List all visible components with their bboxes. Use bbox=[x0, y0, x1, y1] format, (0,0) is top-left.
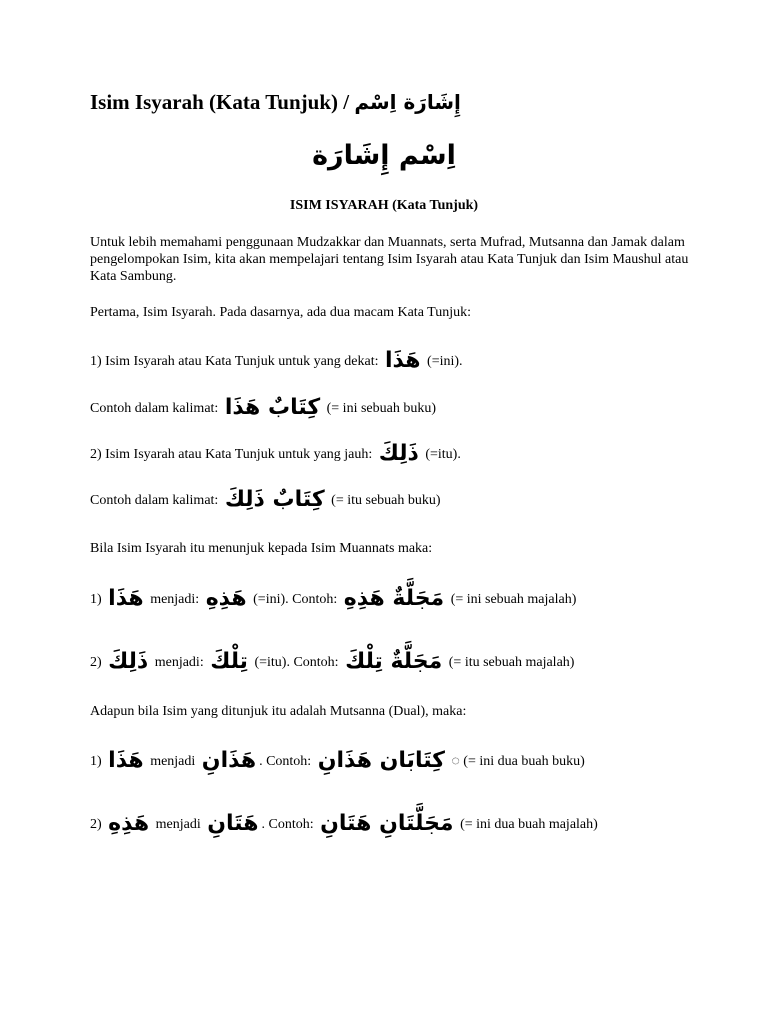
arabic-phrase: مَجَلَّةٌ تِلْكَ bbox=[345, 649, 443, 674]
line-meaning: (= ini dua buah majalah) bbox=[456, 817, 598, 832]
arabic-word: هَذَا bbox=[385, 348, 421, 373]
line-text: (=ini). Contoh: bbox=[249, 592, 341, 607]
line-text: menjadi bbox=[152, 817, 205, 832]
line-meaning: (= ini sebuah buku) bbox=[323, 401, 436, 416]
muannats-intro: Bila Isim Isyarah itu menunjuk kepada Isim Muannats maka: bbox=[90, 541, 433, 556]
arabic-word: هَذِهِ bbox=[205, 586, 247, 611]
section-heading: ISIM ISYARAH (Kata Tunjuk) bbox=[289, 198, 479, 213]
line-meaning: ◌ (= ini dua buah buku) bbox=[447, 754, 585, 769]
line-meaning: (=ini). bbox=[423, 354, 463, 369]
muannats-line-2 bbox=[90, 647, 574, 678]
arabic-word: هَذِهِ bbox=[108, 811, 150, 836]
arabic-word: هَذَا bbox=[108, 748, 144, 773]
arabic-word: ذَلِكَ bbox=[108, 649, 149, 674]
arabic-word: هَتَانِ bbox=[207, 811, 259, 836]
line-text: 2) Isim Isyarah atau Kata Tunjuk untuk yang jauh: bbox=[90, 447, 376, 462]
line-text: . Contoh: bbox=[261, 817, 318, 832]
line-number: 1) bbox=[90, 592, 102, 607]
line-meaning: (= itu sebuah majalah) bbox=[445, 655, 575, 670]
arabic-heading-text: اِسْم إِشَارَة bbox=[312, 140, 456, 171]
far-demonstrative-line bbox=[90, 439, 461, 470]
arabic-phrase: كِتَابٌ ذَلِكَ bbox=[224, 487, 325, 512]
title-latin: Isim Isyarah (Kata Tunjuk) / bbox=[90, 90, 355, 114]
mutsanna-intro: Adapun bila Isim yang ditunjuk itu adalah Mutsanna (Dual), maka: bbox=[90, 704, 467, 719]
arabic-phrase: كِتَابٌ هَذَا bbox=[224, 395, 321, 420]
arabic-word: هَذَا bbox=[108, 586, 144, 611]
page-title bbox=[90, 90, 461, 115]
far-example-line bbox=[90, 485, 441, 516]
line-text: . Contoh: bbox=[259, 754, 315, 769]
line-text: 1) Isim Isyarah atau Kata Tunjuk untuk yang dekat: bbox=[90, 354, 383, 369]
arabic-phrase: مَجَلَّتَانِ هَتَانِ bbox=[320, 811, 454, 836]
arabic-word: هَذَانِ bbox=[201, 748, 257, 773]
title-arabic: إِشَارَة اِسْم bbox=[354, 90, 461, 114]
intro-paragraph: Untuk lebih memahami penggunaan Mudzakkar dan Muannats, serta Mufrad, Mutsanna dan Jamak dalam pengelompokan Isim, kita akan mempelajari tentang Isim Isyarah atau Kata Tunjuk dan Isim Maushul atau Kata Sambung. bbox=[90, 235, 689, 284]
line-text: menjadi: bbox=[151, 655, 208, 670]
muannats-line-1 bbox=[90, 584, 576, 615]
line-text: Contoh dalam kalimat: bbox=[90, 493, 222, 508]
line-number: 1) bbox=[90, 754, 102, 769]
mutsanna-line-2 bbox=[90, 809, 598, 840]
line-text: (=itu). Contoh: bbox=[250, 655, 343, 670]
line-text: menjadi: bbox=[146, 592, 203, 607]
line-number: 2) bbox=[90, 817, 102, 832]
arabic-word: ذَلِكَ bbox=[378, 441, 419, 466]
arabic-phrase: مَجَلَّةٌ هَذِهِ bbox=[343, 586, 445, 611]
line-text: menjadi bbox=[146, 754, 199, 769]
line-number: 2) bbox=[90, 655, 102, 670]
near-example-line bbox=[90, 393, 436, 424]
near-demonstrative-line bbox=[90, 346, 463, 377]
line-meaning: (= ini sebuah majalah) bbox=[447, 592, 577, 607]
arabic-heading bbox=[0, 140, 768, 171]
first-paragraph: Pertama, Isim Isyarah. Pada dasarnya, ada dua macam Kata Tunjuk: bbox=[90, 305, 472, 320]
arabic-word: تِلْكَ bbox=[210, 649, 248, 674]
line-meaning: (= itu sebuah buku) bbox=[327, 493, 441, 508]
arabic-phrase: كِتَابَان هَذَانِ bbox=[317, 748, 445, 773]
line-meaning: (=itu). bbox=[421, 447, 461, 462]
line-text: Contoh dalam kalimat: bbox=[90, 401, 222, 416]
mutsanna-line-1 bbox=[90, 746, 585, 777]
